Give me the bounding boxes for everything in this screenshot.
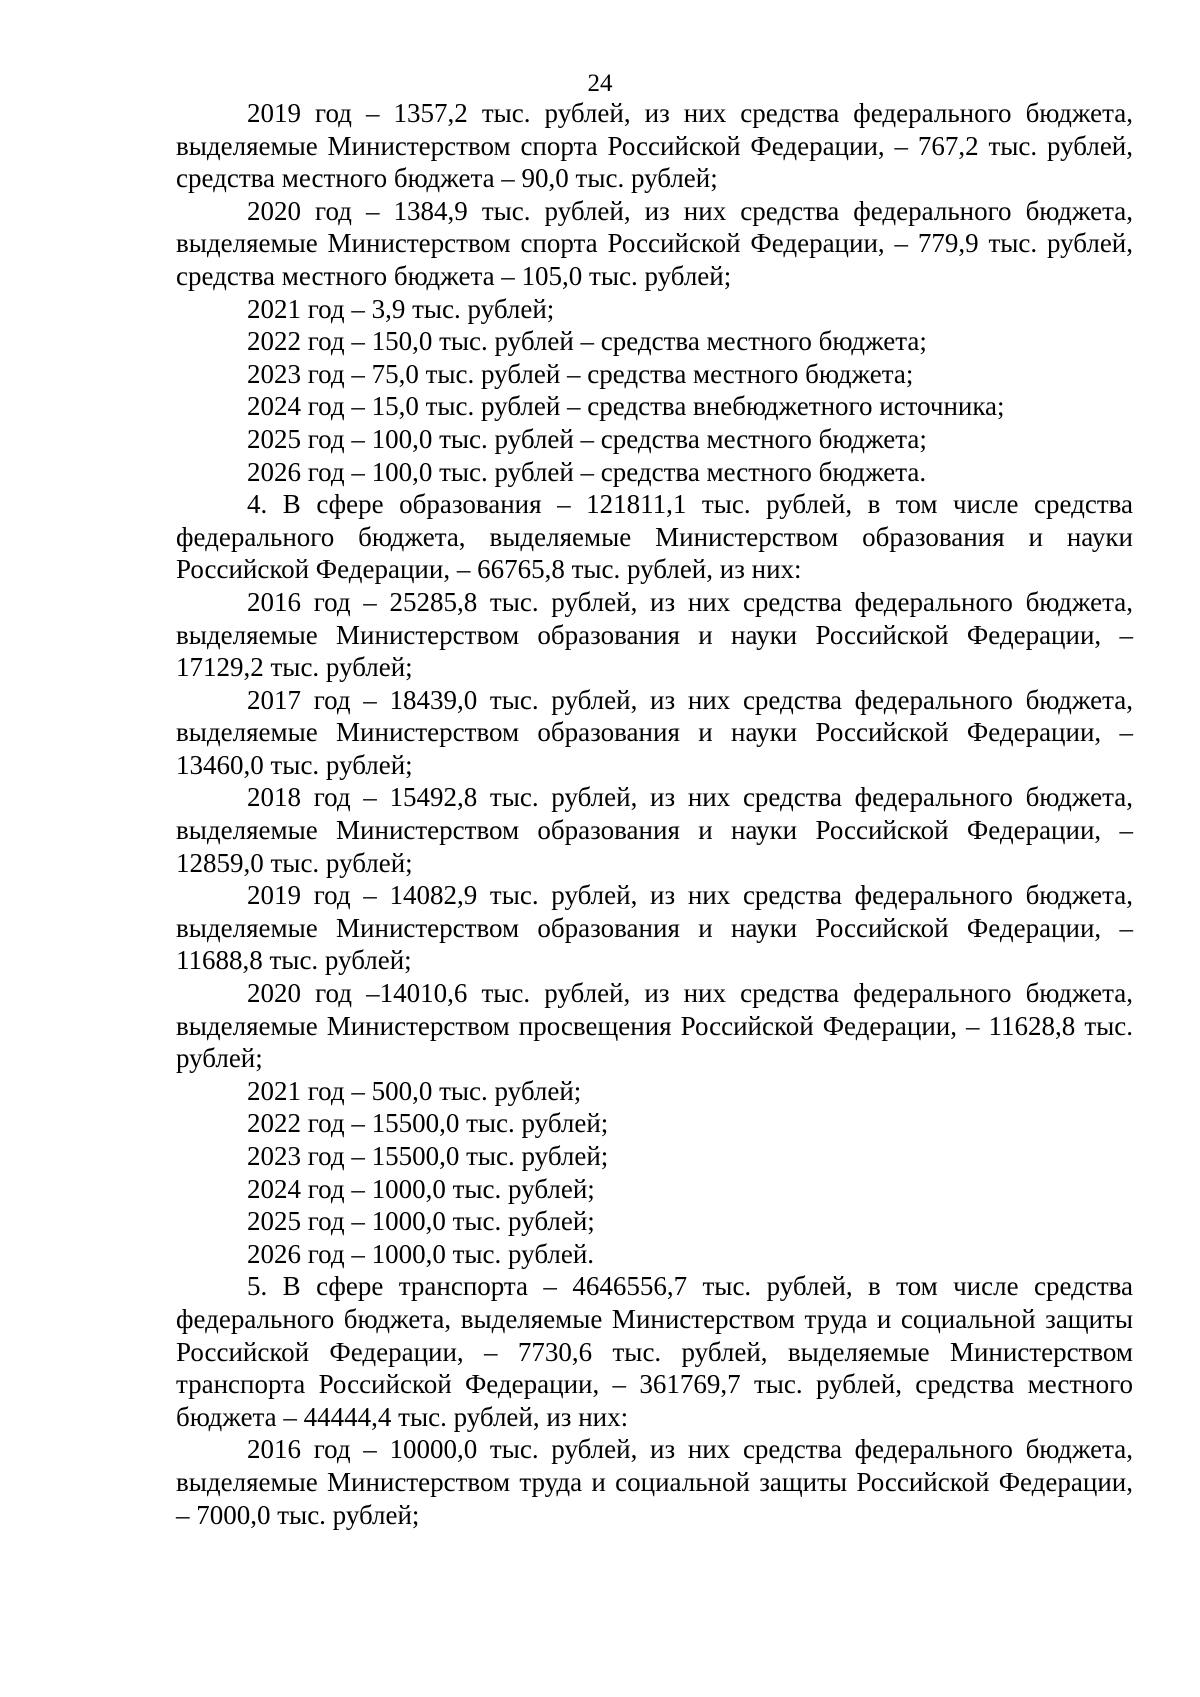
list-line: 2021 год – 500,0 тыс. рублей; [247, 1075, 582, 1106]
list-line: 2024 год – 15,0 тыс. рублей – средства внебюджетного источника; [247, 391, 1005, 422]
list-line: 2025 год – 100,0 тыс. рублей – средства местного бюджета; [247, 423, 927, 454]
list-line: 2026 год – 100,0 тыс. рублей – средства местного бюджета. [247, 456, 927, 487]
list-line: 2023 год – 15500,0 тыс. рублей; [247, 1141, 609, 1171]
page-number: 24 [587, 70, 613, 97]
list-line: 2026 год – 1000,0 тыс. рублей. [247, 1238, 595, 1269]
list-line: 2025 год – 1000,0 тыс. рублей; [247, 1206, 595, 1237]
paragraph: 2019 год – 1357,2 тыс. рублей, из них средства федерального бюджета, выделяемые Министерством спорта Российской Федерации, – 767,2 тыс. рублей, средства местного бюджета – 90,0 тыс. рублей; [176, 98, 1133, 194]
paragraph: 2020 год – 1384,9 тыс. рублей, из них средства федерального бюджета, выделяемые Министерством спорта Российской Федерации, – 779,9 тыс. рублей, средства местного бюджета – 105,0 тыс. рублей; [176, 195, 1133, 291]
paragraph: 2018 год – 15492,8 тыс. рублей, из них средства федерального бюджета, выделяемые Министерством образования и науки Российской Федерации, – 12859,0 тыс. рублей; [176, 782, 1133, 878]
paragraph: 2017 год – 18439,0 тыс. рублей, из них средства федерального бюджета, выделяемые Министерством образования и науки Российской Федерации, – 13460,0 тыс. рублей; [176, 684, 1133, 780]
list-line: 2022 год – 150,0 тыс. рублей – средства местного бюджета; [247, 326, 927, 357]
document-body [176, 97, 1133, 1531]
list-line: 2023 год – 75,0 тыс. рублей – средства местного бюджета; [247, 358, 914, 389]
list-line: 2021 год – 3,9 тыс. рублей; [247, 293, 555, 324]
paragraph: 5. В сфере транспорта – 4646556,7 тыс. рублей, в том числе средства федерального бюджета, выделяемые Министерством труда и социальной защиты Российской Федерации, – 7730,6 тыс. рублей, выделяемые Министерством транспорта Российской Федерации, – 361769,7 тыс. рублей, средства местного бюджета – 44444,4 тыс. рублей, из них: [176, 1271, 1133, 1432]
paragraph: 4. В сфере образования – 121811,1 тыс. рублей, в том числе средства федерального бюджета, выделяемые Министерством образования и науки Российской Федерации, – 66765,8 тыс. рублей, из них: [176, 489, 1133, 585]
list-line: 2022 год – 15500,0 тыс. рублей; [247, 1108, 609, 1139]
paragraph: 2020 год –14010,6 тыс. рублей, из них средства федерального бюджета, выделяемые Министерством просвещения Российской Федерации, – 11628,8 тыс. рублей; [176, 978, 1133, 1074]
list-line: 2024 год – 1000,0 тыс. рублей; [247, 1173, 595, 1204]
paragraph: 2019 год – 14082,9 тыс. рублей, из них средства федерального бюджета, выделяемые Министерством образования и науки Российской Федерации, – 11688,8 тыс. рублей; [176, 880, 1133, 976]
paragraph: 2016 год – 25285,8 тыс. рублей, из них средства федерального бюджета, выделяемые Министерством образования и науки Российской Федерации, – 17129,2 тыс. рублей; [176, 586, 1133, 683]
paragraph: 2016 год – 10000,0 тыс. рублей, из них средства федерального бюджета, выделяемые Министерством труда и социальной защиты Российской Федерации, – 7000,0 тыс. рублей; [176, 1434, 1133, 1530]
